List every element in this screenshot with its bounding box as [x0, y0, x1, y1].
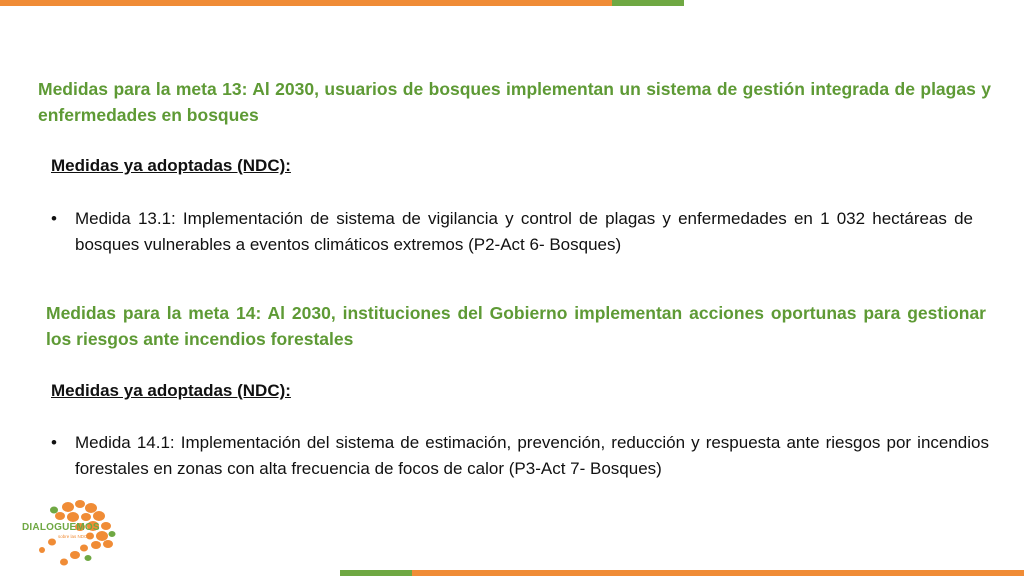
dialoguemos-logo: [20, 498, 120, 570]
goal-14-heading: Medidas para la meta 14: Al 2030, instituciones del Gobierno implementan acciones oportunas para gestionar los riesgos ante incendios forestales: [46, 303, 986, 349]
bullet-icon: •: [51, 433, 57, 452]
measure-14-1-list-item: [51, 430, 989, 482]
logo-tagline: sobre las NDC: [58, 534, 88, 539]
measure-13-1-text: Medida 13.1: Implementación de sistema de vigilancia y control de plagas y enfermedades en 1 032 hectáreas de bosques vulnerables a eventos climáticos extremos (P2-Act 6- Bosques): [75, 209, 973, 254]
measure-13-1-list-item: [51, 206, 973, 258]
goal-13-heading: Medidas para la meta 13: Al 2030, usuarios de bosques implementan un sistema de gestión integrada de plagas y enfermedades en bosques: [38, 79, 991, 125]
bottom-accent-bar-orange: [412, 570, 1024, 576]
goal-14-measures-subheading: Medidas ya adoptadas (NDC):: [51, 381, 291, 400]
logo-wordmark: DIALOGUEMOS: [22, 522, 100, 533]
goal-13-measures-subheading: Medidas ya adoptadas (NDC):: [51, 156, 291, 175]
top-accent-bar-orange: [0, 0, 612, 6]
bottom-accent-bar-green: [340, 570, 412, 576]
measure-14-1-text: Medida 14.1: Implementación del sistema de estimación, prevención, reducción y respuesta ante riesgos por incendios forestales en zonas con alta frecuencia de focos de calor (P3-Act 7- Bosques): [75, 433, 989, 478]
top-accent-bar-green: [612, 0, 684, 6]
bullet-icon: •: [51, 209, 57, 228]
